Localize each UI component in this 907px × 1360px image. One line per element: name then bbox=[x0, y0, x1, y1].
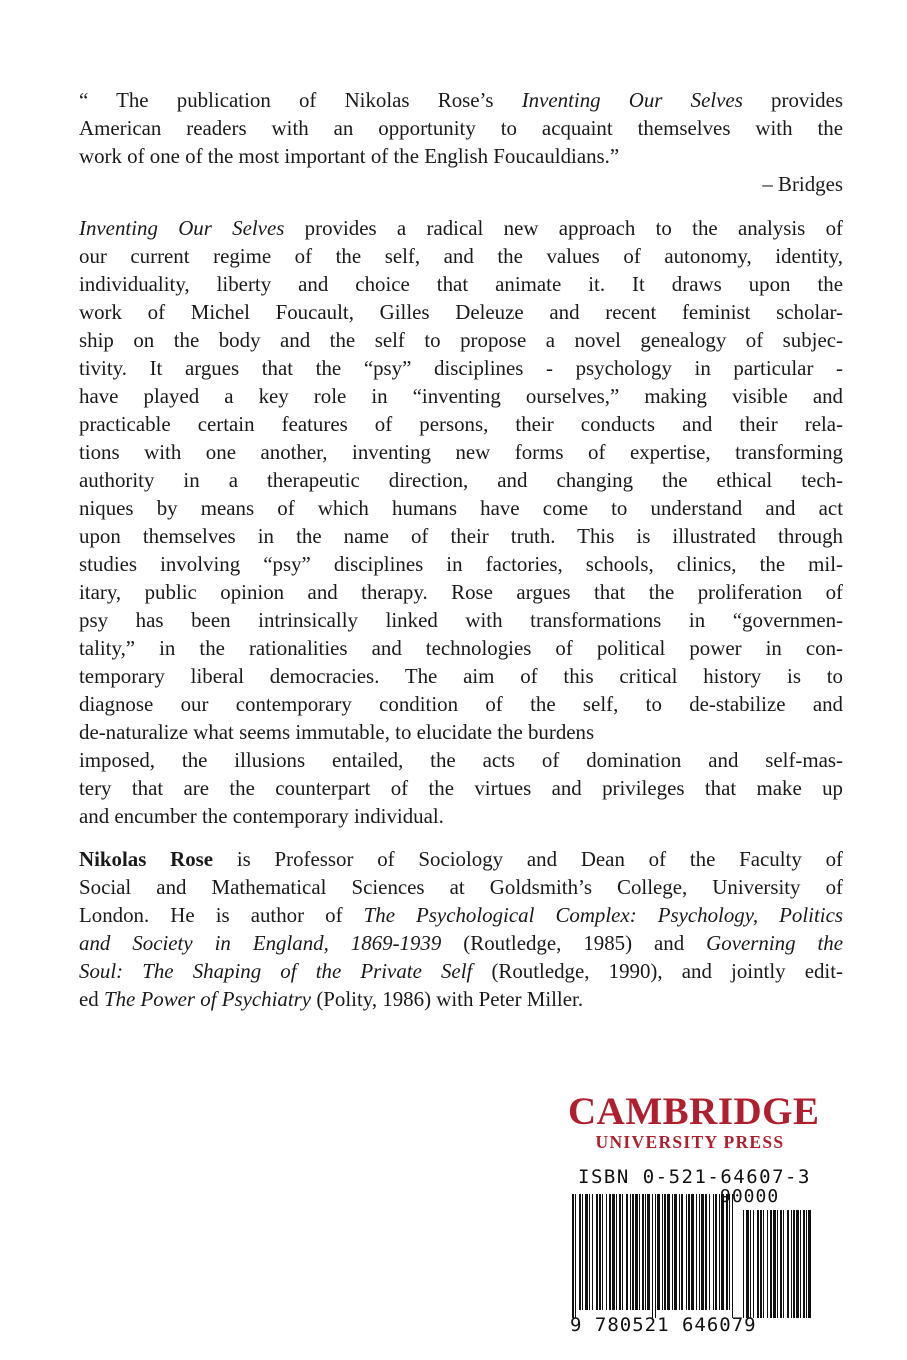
description-line: psy has been intrinsically linked with transformations in “governmen- bbox=[79, 608, 843, 632]
barcode-bar bbox=[721, 1194, 724, 1310]
addon-bar bbox=[767, 1210, 768, 1318]
barcode-bar bbox=[686, 1194, 687, 1310]
description-line: ship on the body and the self to propose a novel genealogy of subjec- bbox=[79, 328, 843, 352]
barcode-bar bbox=[657, 1194, 660, 1310]
description-line: temporary liberal democracies. The aim of this critical history is to bbox=[79, 664, 843, 688]
barcode-bar bbox=[674, 1194, 677, 1310]
publisher-name: CAMBRIDGE bbox=[568, 1090, 820, 1133]
barcode-bar bbox=[696, 1194, 697, 1310]
quote-line-3: work of one of the most important of the English Foucauldians.” bbox=[79, 144, 620, 168]
barcode-bar bbox=[589, 1194, 590, 1310]
description-line: work of Michel Foucault, Gilles Deleuze and recent feminist scholar- bbox=[79, 300, 843, 324]
barcode-bar bbox=[596, 1194, 598, 1310]
barcode-bar bbox=[705, 1194, 707, 1310]
barcode-bar bbox=[655, 1194, 656, 1318]
addon-bar bbox=[803, 1210, 805, 1318]
addon-bar bbox=[763, 1210, 764, 1318]
barcode-bar bbox=[619, 1194, 621, 1310]
quote-attribution: – Bridges bbox=[762, 172, 843, 196]
barcode-bar bbox=[602, 1194, 603, 1310]
addon-bar bbox=[791, 1210, 792, 1318]
addon-bar bbox=[800, 1210, 801, 1318]
addon-bar bbox=[806, 1210, 807, 1318]
barcode-bar bbox=[622, 1194, 623, 1310]
quote-line-2: American readers with an opportunity to acquaint themselves with the bbox=[79, 116, 843, 140]
barcode-bar bbox=[609, 1194, 611, 1310]
bio-line: Social and Mathematical Sciences at Goldsmith’s College, University of bbox=[79, 875, 843, 899]
description-line: itary, public opinion and therapy. Rose argues that the proliferation of bbox=[79, 580, 843, 604]
author-name: Nikolas Rose bbox=[79, 847, 214, 871]
description-line: our current regime of the self, and the values of autonomy, identity, bbox=[79, 244, 843, 268]
price-code: 90000 bbox=[720, 1186, 780, 1207]
addon-bar bbox=[753, 1210, 754, 1318]
description-line: upon themselves in the name of their truth. This is illustrated through bbox=[79, 524, 843, 548]
addon-bar bbox=[757, 1210, 759, 1318]
addon-bar bbox=[783, 1210, 784, 1318]
description-line: tery that are the counterpart of the virtues and privileges that make up bbox=[79, 776, 843, 800]
barcode-bar bbox=[732, 1194, 733, 1318]
barcode-bar bbox=[691, 1194, 694, 1310]
barcode-bar bbox=[592, 1194, 593, 1310]
description-line: tivity. It argues that the “psy” disciplines - psychology in particular - bbox=[79, 356, 843, 380]
barcode-bar bbox=[612, 1194, 615, 1310]
addon-bar bbox=[808, 1210, 811, 1318]
description-line: tions with one another, inventing new forms of expertise, transforming bbox=[79, 440, 843, 464]
barcode-bar bbox=[719, 1194, 720, 1310]
barcode-bar bbox=[664, 1194, 666, 1310]
addon-bar bbox=[796, 1210, 799, 1318]
addon-bar bbox=[793, 1210, 795, 1318]
barcode-bar bbox=[599, 1194, 601, 1310]
barcode-bar bbox=[572, 1194, 574, 1318]
barcode-bar bbox=[688, 1194, 690, 1310]
addon-bar bbox=[770, 1210, 772, 1318]
barcode-bar bbox=[672, 1194, 673, 1310]
barcode-bar bbox=[582, 1194, 583, 1310]
barcode-bar bbox=[630, 1194, 631, 1310]
description-line: studies involving “psy” disciplines in factories, schools, clinics, the mil- bbox=[79, 552, 843, 576]
barcode-bar bbox=[639, 1194, 640, 1310]
description-line: niques by means of which humans have come to understand and act bbox=[79, 496, 843, 520]
barcode-bar bbox=[715, 1194, 717, 1310]
bio-line: and Society in England, 1869-1939 (Routledge, 1985) and Governing the bbox=[79, 931, 844, 955]
barcode-bar bbox=[709, 1194, 710, 1310]
description-line: diagnose our contemporary condition of the self, to de-stabilize and bbox=[79, 692, 843, 716]
barcode-bar bbox=[632, 1194, 634, 1310]
bio-line: Soul: The Shaping of the Private Self (Routledge, 1990), and jointly edit- bbox=[79, 959, 843, 983]
barcode-bar bbox=[681, 1194, 683, 1310]
publisher-logo bbox=[568, 1090, 820, 1152]
isbn-label: ISBN 0-521-64607-3 bbox=[578, 1166, 811, 1188]
description-line: Inventing Our Selves provides a radical new approach to the analysis of bbox=[79, 216, 843, 240]
description-line: imposed, the illusions entailed, the acts of domination and self-mas- bbox=[79, 748, 843, 772]
description-line: tality,” in the rationalities and technologies of political power in con- bbox=[79, 636, 843, 660]
addon-bar bbox=[760, 1210, 762, 1318]
barcode-bar bbox=[642, 1194, 644, 1310]
addon-bar bbox=[773, 1210, 776, 1318]
barcode-bar bbox=[662, 1194, 663, 1310]
barcode-bar bbox=[729, 1194, 730, 1310]
description-line: and encumber the contemporary individual. bbox=[79, 804, 444, 828]
barcode-bar bbox=[616, 1194, 617, 1310]
ean-digits: 9 780521 646079 bbox=[570, 1314, 757, 1336]
book-description bbox=[79, 214, 843, 830]
description-line: individuality, liberty and choice that animate it. It draws upon the bbox=[79, 272, 843, 296]
addon-bar bbox=[746, 1210, 749, 1318]
description-line: de-naturalize what seems immutable, to elucidate the burdens bbox=[79, 720, 595, 744]
barcode-bar bbox=[667, 1194, 670, 1310]
barcode-bar bbox=[585, 1194, 588, 1310]
review-quote bbox=[79, 86, 843, 198]
barcode-bar bbox=[647, 1194, 650, 1310]
quote-line-1: “ The publication of Nikolas Rose’s Inventing Our Selves provides bbox=[79, 88, 843, 112]
bio-line: ed The Power of Psychiatry (Polity, 1986) with Peter Miller. bbox=[79, 987, 584, 1011]
barcode-bar bbox=[713, 1194, 714, 1310]
addon-bar bbox=[787, 1210, 789, 1318]
addon-bar bbox=[743, 1210, 744, 1318]
author-bio bbox=[79, 845, 843, 1013]
barcode-bar bbox=[699, 1194, 700, 1310]
barcode-bar bbox=[575, 1194, 576, 1318]
barcode-bar bbox=[726, 1194, 728, 1310]
barcode-bar bbox=[635, 1194, 638, 1310]
barcode-bar bbox=[701, 1194, 704, 1310]
barcode-bar bbox=[626, 1194, 628, 1310]
barcode-bar bbox=[606, 1194, 607, 1310]
publisher-subtitle: UNIVERSITY PRESS bbox=[595, 1132, 785, 1152]
barcode-bar bbox=[679, 1194, 680, 1310]
description-line: practicable certain features of persons, their conducts and their rela- bbox=[79, 412, 843, 436]
description-line: have played a key role in “inventing ourselves,” making visible and bbox=[79, 384, 843, 408]
barcode-bar bbox=[645, 1194, 646, 1310]
barcode-bar bbox=[652, 1194, 653, 1318]
addon-bar bbox=[780, 1210, 782, 1318]
bio-line: London. He is author of The Psychological Complex: Psychology, Politics bbox=[79, 903, 843, 927]
barcode-bar bbox=[579, 1194, 581, 1310]
isbn-barcode bbox=[570, 1166, 814, 1356]
description-line: authority in a therapeutic direction, and changing the ethical tech- bbox=[79, 468, 843, 492]
bio-line: Nikolas Rose is Professor of Sociology and Dean of the Faculty of bbox=[79, 847, 843, 871]
addon-bar bbox=[777, 1210, 778, 1318]
addon-bar bbox=[750, 1210, 751, 1318]
